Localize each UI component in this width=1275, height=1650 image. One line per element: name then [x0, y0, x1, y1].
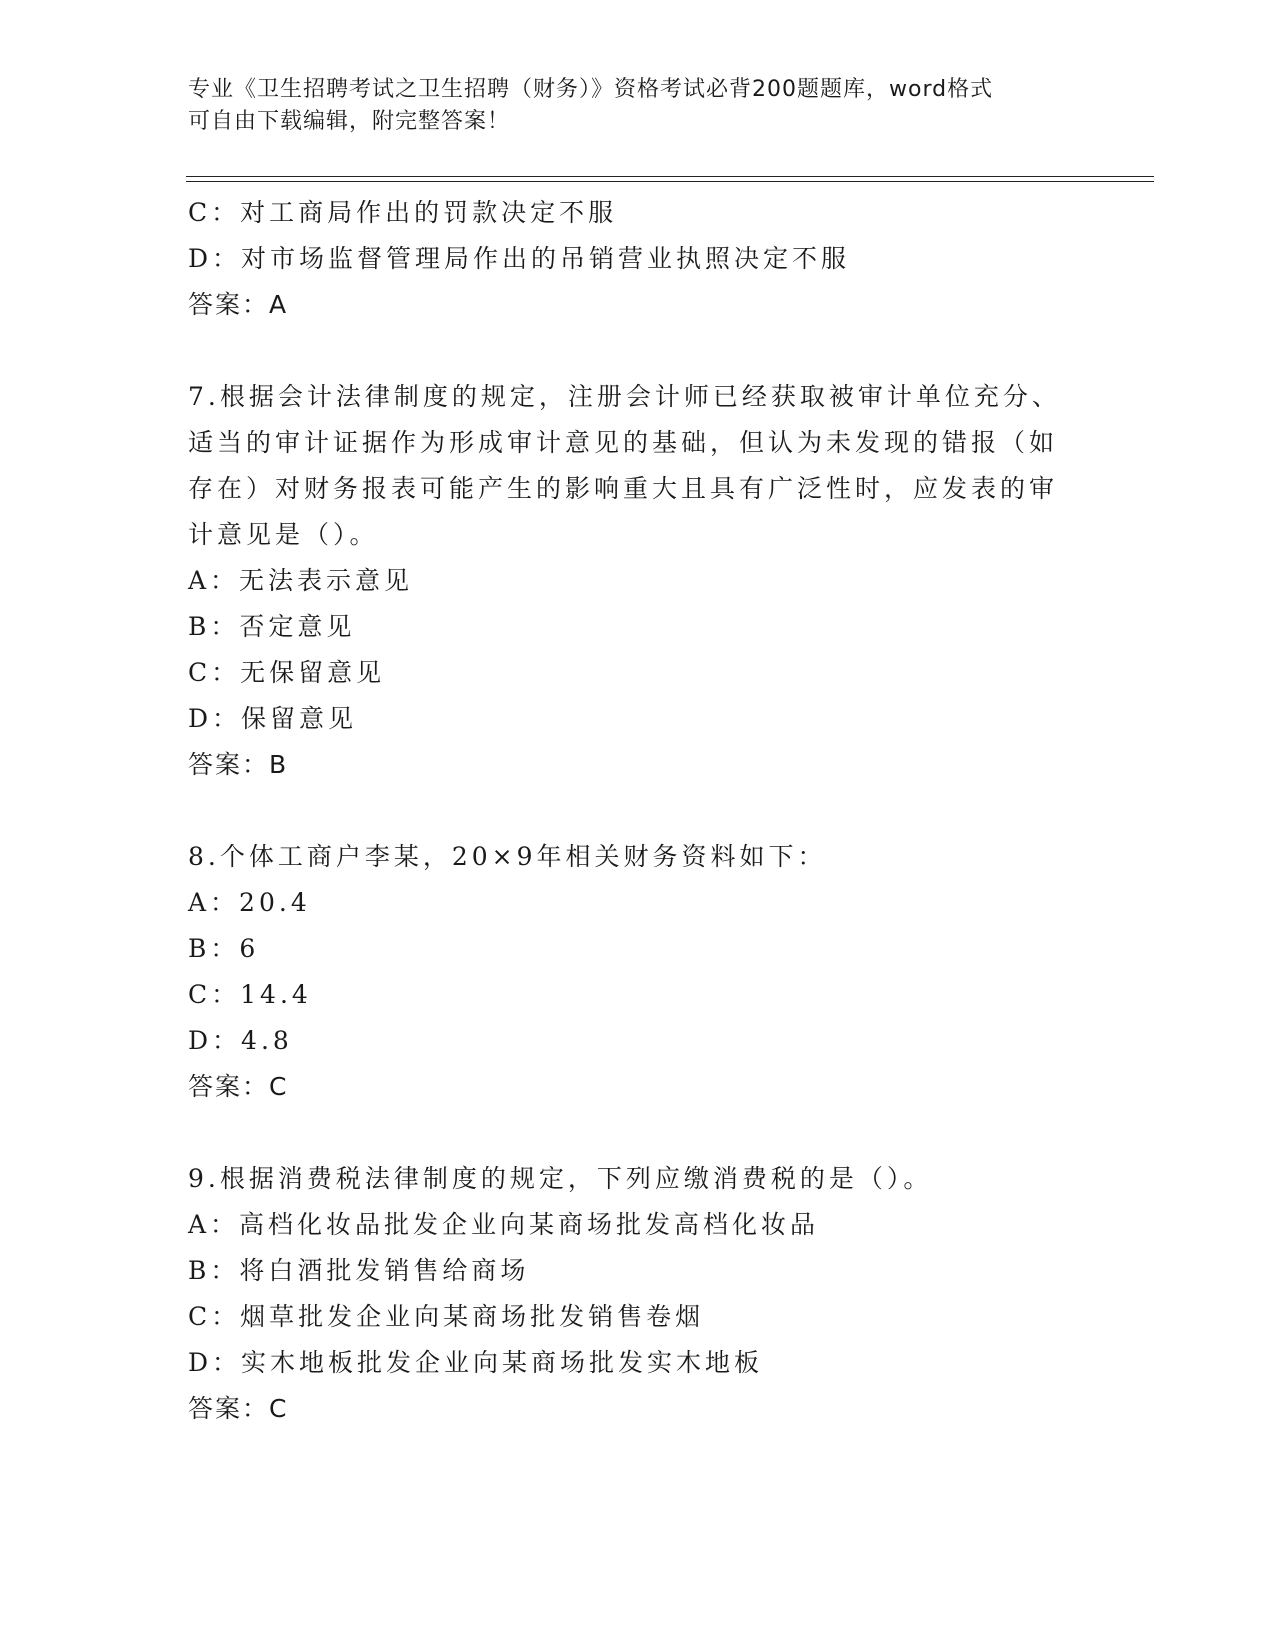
prev-option-c: C：对工商局作出的罚款决定不服	[188, 198, 618, 227]
q7-stem-line-4: 计意见是（）。	[188, 520, 379, 549]
prev-answer: 答案：A	[188, 290, 289, 319]
question-7	[188, 374, 1088, 788]
spacer	[188, 788, 1088, 834]
q8-stem-line-1: 8.个体工商户李某，20×9年相关财务资料如下：	[188, 842, 827, 871]
q8-option-b: B：6	[188, 934, 260, 963]
q9-option-a: A：高档化妆品批发企业向某商场批发高档化妆品	[188, 1210, 820, 1239]
q7-option-d: D：保留意见	[188, 704, 358, 733]
q7-answer: 答案：B	[188, 750, 289, 779]
q7-option-a: A：无法表示意见	[188, 566, 414, 595]
question-9	[188, 1156, 1088, 1432]
q7-option-b: B：否定意见	[188, 612, 356, 641]
question-content	[188, 190, 1088, 1432]
document-header	[188, 74, 1068, 138]
q7-stem-line-3: 存在）对财务报表可能产生的影响重大且具有广泛性时，应发表的审	[188, 474, 1059, 503]
header-divider-top	[186, 176, 1154, 177]
q9-option-c: C：烟草批发企业向某商场批发销售卷烟	[188, 1302, 705, 1331]
q7-stem-line-1: 7.根据会计法律制度的规定，注册会计师已经获取被审计单位充分、	[188, 382, 1061, 411]
q8-option-c: C：14.4	[188, 980, 312, 1009]
q7-stem-line-2: 适当的审计证据作为形成审计意见的基础，但认为未发现的错报（如	[188, 428, 1059, 457]
header-divider-bottom	[186, 181, 1154, 182]
q9-option-d: D：实木地板批发企业向某商场批发实木地板	[188, 1348, 764, 1377]
q9-stem-line-1: 9.根据消费税法律制度的规定，下列应缴消费税的是（）。	[188, 1164, 933, 1193]
question-8	[188, 834, 1088, 1110]
q9-option-b: B：将白酒批发销售给商场	[188, 1256, 530, 1285]
q8-option-d: D：4.8	[188, 1026, 293, 1055]
spacer	[188, 328, 1088, 374]
prev-option-d: D：对市场监督管理局作出的吊销营业执照决定不服	[188, 244, 851, 273]
q8-answer: 答案：C	[188, 1072, 289, 1101]
header-line-2: 可自由下载编辑，附完整答案！	[188, 109, 511, 134]
q9-answer: 答案：C	[188, 1394, 289, 1423]
q8-option-a: A：20.4	[188, 888, 311, 917]
spacer	[188, 1110, 1088, 1156]
q7-option-c: C：无保留意见	[188, 658, 386, 687]
header-line-1: 专业《卫生招聘考试之卫生招聘（财务）》资格考试必背200题题库，word格式	[188, 77, 994, 102]
